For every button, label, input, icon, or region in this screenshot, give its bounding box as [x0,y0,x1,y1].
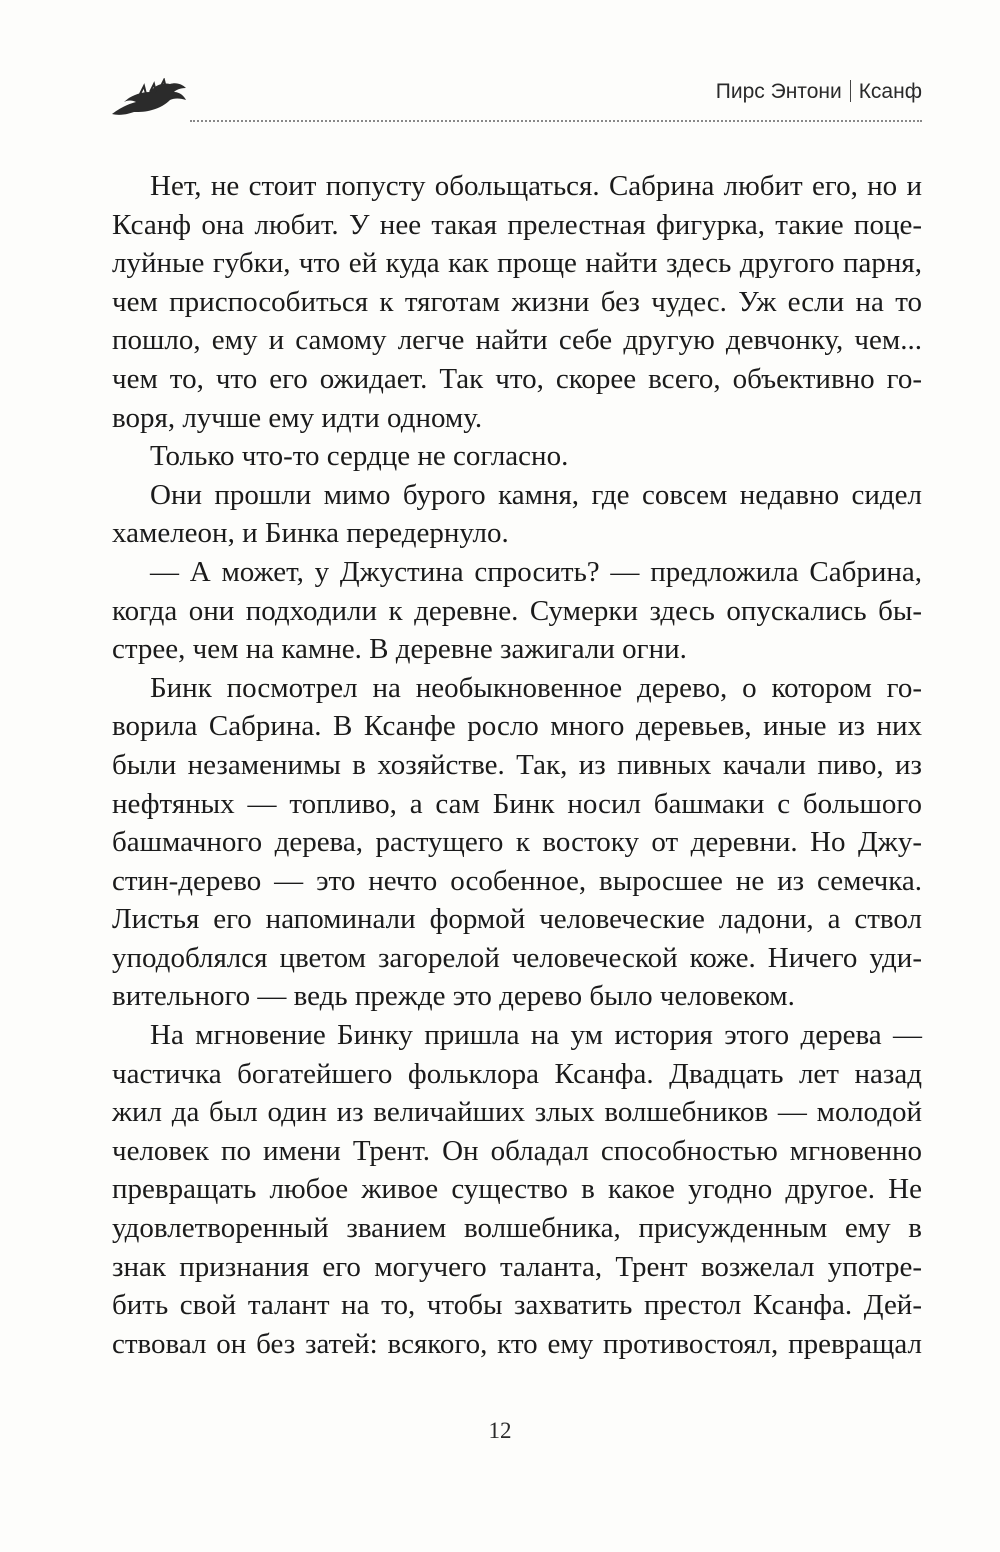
page-number: 12 [488,1418,512,1443]
header-title [716,80,922,104]
text-line: На мгновение Бинку пришла на ум история этого дерева — [150,1019,922,1052]
text-line: Только что-то сердце не согласно. [150,440,569,473]
text-line: — А может, у Джустина спросить? — предложила Сабрина, [150,555,922,588]
dragon-logo-icon [110,78,190,118]
text-line: Листья его напоминали формой человеческие ладони, а ствол [112,903,922,936]
text-line: жил да был один из величайших злых волшебников — молодой [112,1096,922,1129]
header-book-title: Ксанф [858,80,922,103]
text-line: бить свой талант на то, чтобы захватить престол Ксанфа. Дей- [112,1289,922,1322]
text-line: когда они подходили к деревне. Сумерки здесь опускались бы- [112,594,922,627]
text-line: ствовал он без затей: всякого, кто ему противостоял, превращал [112,1327,922,1360]
text-line: чем приспособиться к тяготам жизни без чудес. Уж если на то [112,285,922,318]
text-line: стрее, чем на камне. В деревне зажигали огни. [112,633,687,666]
text-line: Они прошли мимо бурого камня, где совсем недавно сидел [150,478,922,511]
text-line: частичка богатейшего фольклора Ксанфа. Двадцать лет назад [112,1057,922,1090]
header-rule [190,120,922,122]
text-line: луйные губки, что ей куда как проще найти здесь другого парня, [112,247,922,280]
text-line: вительного — ведь прежде это дерево было человеком. [112,980,795,1013]
body-text [112,167,922,1363]
text-line: были незаменимы в хозяйстве. Так, из пивных качали пиво, из [112,748,922,781]
text-line: воря, лучше ему идти одному. [112,401,483,434]
header-separator [850,80,851,102]
text-line: нефтяных — топливо, а сам Бинк носил башмаки с большого [112,787,922,820]
text-line: человек по имени Трент. Он обладал способностью мгновенно [112,1134,922,1167]
text-line: башмачного дерева, растущего к востоку от деревни. Но Джу- [112,826,922,859]
text-line: удовлетворенный званием волшебника, присужденным ему в [112,1212,922,1245]
text-line: хамелеон, и Бинка передернуло. [112,517,509,550]
text-line: чем то, что его ожидает. Так что, скорее всего, объективно го- [112,362,922,395]
text-line: уподоблялся цветом загорелой человеческой коже. Ничего уди- [112,941,922,974]
header-author: Пирс Энтони [715,80,842,103]
text-line: Ксанф она любит. У нее такая прелестная фигурка, такие поце- [112,208,922,241]
running-header [110,68,922,124]
text-line: знак признания его могучего таланта, Трент возжелал употре- [112,1250,922,1283]
text-line: Бинк посмотрел на необыкновенное дерево, о котором го- [150,671,922,704]
text-line: превращать любое живое существо в какое угодно другое. Не [112,1173,922,1206]
text-line: Нет, не стоит попусту обольщаться. Сабрина любит его, но и [150,170,922,202]
text-line: стин-дерево — это нечто особенное, выросшее не из семечка. [112,864,922,897]
text-line: ворила Сабрина. В Ксанфе росло много деревьев, иные из них [112,710,922,743]
text-line: пошло, ему и самому легче найти себе другую девчонку, чем... [112,324,922,357]
